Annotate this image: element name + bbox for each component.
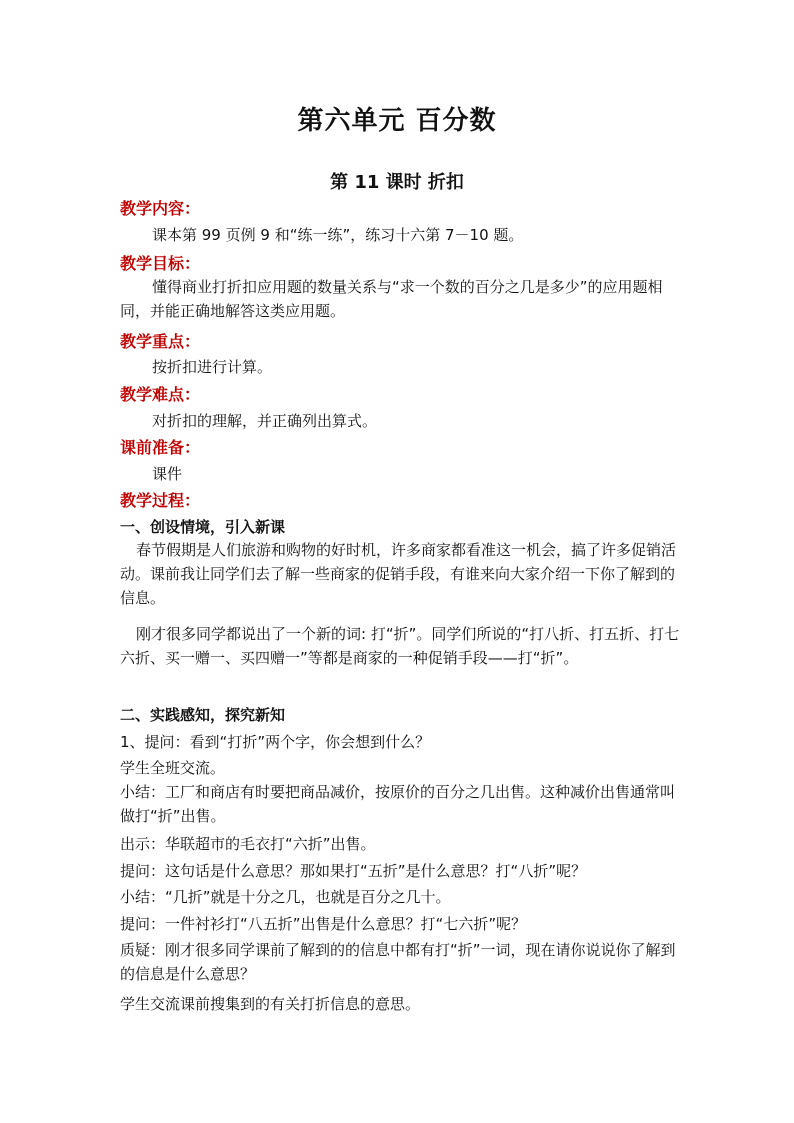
- step-line-8: 质疑：刚才很多同学课前了解到的的信息中都有打“折”一词，现在请你说说你了解到的信息是什么意思？: [120, 941, 676, 983]
- step-line-3: 小结：工厂和商店有时要把商品减价，按原价的百分之几出售。这种减价出售通常叫做打“折”出售。: [120, 783, 676, 825]
- lesson-title: 第 11 课时 折扣: [330, 172, 464, 193]
- part1-heading: 一、创设情境，引入新课: [120, 518, 286, 536]
- key-label: 教学重点：: [120, 332, 201, 351]
- prep-label: 课前准备：: [120, 438, 201, 457]
- key-text: 按折扣进行计算。: [152, 358, 273, 376]
- difficult-text: 对折扣的理解，并正确列出算式。: [152, 412, 378, 430]
- content-text: 课本第 99 页例 9 和“练一练”，练习十六第 7－10 题。: [152, 226, 524, 244]
- step-line-1: 1、提问：看到“打折”两个字，你会想到什么？: [120, 733, 431, 751]
- part1-paragraph-2: 刚才很多同学都说出了一个新的词: 打“折”。同学们所说的“打八折、打五折、打七六折、买一赠一、买四赠一”等都是商家的一种促销手段——打“折”。: [120, 625, 680, 667]
- difficult-label: 教学难点：: [120, 385, 201, 404]
- step-line-7: 提问：一件衬衫打“八五折”出售是什么意思？打“七六折”呢？: [120, 915, 527, 933]
- step-line-2: 学生全班交流。: [120, 759, 226, 777]
- part2-heading: 二、实践感知，探究新知: [120, 706, 286, 724]
- process-label: 教学过程：: [120, 491, 201, 510]
- content-label: 教学内容：: [120, 199, 201, 218]
- part1-paragraph-1: 春节假期是人们旅游和购物的好时机，许多商家都看准这一机会，搞了许多促销活动。课前我让同学们去了解一些商家的促销手段，有谁来向大家介绍一下你了解到的信息。: [120, 541, 677, 607]
- step-line-5: 提问：这句话是什么意思？那如果打“五折”是什么意思？打“八折”呢？: [120, 862, 587, 880]
- goal-label: 教学目标：: [120, 254, 201, 273]
- goal-text: 懂得商业打折扣应用题的数量关系与“求一个数的百分之几是多少”的应用题相同，并能正确地解答这类应用题。: [120, 278, 663, 320]
- step-line-9: 学生交流课前搜集到的有关打折信息的意思。: [120, 995, 421, 1013]
- unit-title: 第六单元 百分数: [297, 106, 497, 136]
- step-line-4: 出示：华联超市的毛衣打“六折”出售。: [120, 835, 376, 853]
- prep-text: 课件: [152, 465, 183, 483]
- step-line-6: 小结：“几折”就是十分之几，也就是百分之几十。: [120, 888, 451, 906]
